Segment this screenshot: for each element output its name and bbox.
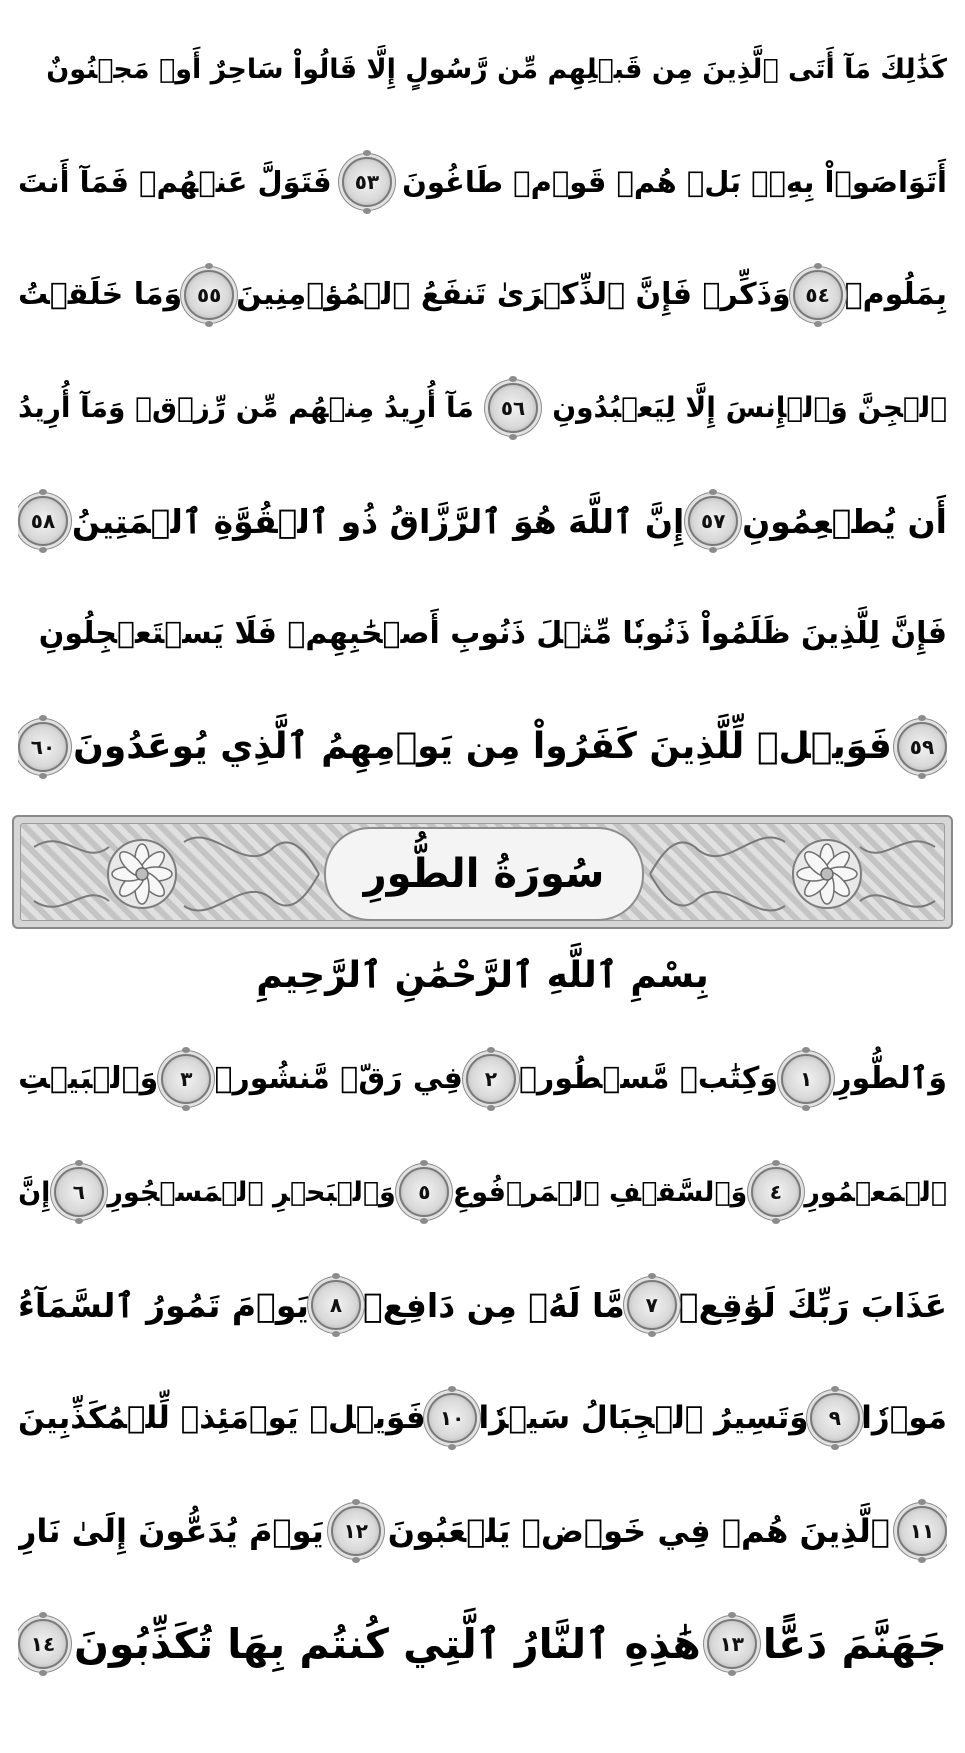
verse-text: يَوۡمَ يُدَعُّونَ إِلَىٰ نَارِ <box>18 1512 324 1550</box>
verse-text: وَمَا خَلَقۡتُ <box>18 277 183 312</box>
ayah-number: ٦ <box>72 1180 85 1204</box>
surah-title-cartouche <box>324 827 644 921</box>
ayah-number: ٥٨ <box>30 509 56 533</box>
ayah-number-marker-icon <box>897 1506 947 1556</box>
ayah-number-marker-icon <box>18 722 68 772</box>
ayah-number: ١٠ <box>439 1406 465 1430</box>
verse-text: إِنَّ ٱللَّهَ هُوَ ٱلرَّزَّاقُ ذُو ٱلۡقُوَّةِ ٱلۡمَتِينُ <box>71 501 685 541</box>
ayah-number: ٧ <box>645 1293 658 1317</box>
verse-text: عَذَابَ رَبِّكَ لَوَٰقِعٞ <box>678 1285 947 1325</box>
ayah-number-marker-icon <box>18 496 68 546</box>
ayah-number: ٥٣ <box>354 170 380 194</box>
verse-line <box>18 1256 947 1354</box>
verse-text: أَتَوَاصَوۡاْ بِهِۦۚ بَلۡ هُمۡ قَوۡمٞ طَاغُونَ <box>402 164 947 199</box>
ayah-number-marker-icon <box>18 1619 68 1669</box>
verse-line <box>18 1482 947 1580</box>
ayah-number-marker-icon <box>688 496 738 546</box>
verse-line <box>18 1595 947 1693</box>
left-rosette-icon <box>108 840 176 908</box>
ayah-number: ٥٥ <box>196 283 222 307</box>
verse-line <box>18 1030 947 1128</box>
ayah-number-marker-icon <box>184 270 234 320</box>
verse-line <box>18 20 947 118</box>
ayah-number: ٨ <box>329 1293 343 1317</box>
right-rosette-icon <box>793 840 861 908</box>
surah-title: سُورَةُ الطُّورِ <box>363 851 605 897</box>
verse-line <box>18 1369 947 1467</box>
verse-text: وَٱلۡبَحۡرِ ٱلۡمَسۡجُورِ <box>107 1176 396 1208</box>
verse-text: فَوَيۡلٞ يَوۡمَئِذٖ لِّلۡمُكَذِّبِينَ <box>18 1399 426 1436</box>
verse-text: وَٱلسَّقۡفِ ٱلۡمَرۡفُوعِ <box>452 1176 748 1208</box>
verse-text: وَٱلطُّورِ <box>834 1061 947 1096</box>
ayah-number-marker-icon <box>427 1393 477 1443</box>
ayah-number-marker-icon <box>781 1054 831 1104</box>
ayah-number: ١٣ <box>719 1632 744 1656</box>
verse-line <box>18 359 947 457</box>
ayah-number: ٥٧ <box>701 509 726 533</box>
surah-header-banner <box>12 815 953 929</box>
verse-text: جَهَنَّمَ دَعًّا <box>762 1619 947 1668</box>
ayah-number: ٤ <box>769 1180 782 1204</box>
verse-text: إِنَّ <box>18 1176 51 1208</box>
verse-line <box>18 698 947 796</box>
verse-text: كَذَٰلِكَ مَآ أَتَى ٱلَّذِينَ مِن قَبۡلِهِم مِّن رَّسُولٍ إِلَّا قَالُواْ سَاحِرٌ أَوۡ مَجۡنُونٌ <box>46 53 947 85</box>
basmala: بِسْمِ ٱللَّهِ ٱلرَّحْمَٰنِ ٱلرَّحِيمِ <box>256 955 709 996</box>
ayah-number: ٣ <box>180 1067 193 1091</box>
ayah-number: ١ <box>800 1067 813 1091</box>
verse-text: بِمَلُومٖ <box>844 277 947 312</box>
verse-line <box>18 133 947 231</box>
verse-text: وَٱلۡبَيۡتِ <box>18 1061 159 1096</box>
ayah-number-marker-icon <box>707 1619 757 1669</box>
verse-text: وَتَسِيرُ ٱلۡجِبَالُ سَيۡرٗا <box>478 1399 809 1436</box>
ayah-number: ٥٩ <box>909 735 935 759</box>
verse-text: ٱلَّذِينَ هُمۡ فِي خَوۡضٖ يَلۡعَبُونَ <box>387 1512 890 1550</box>
verse-text: ٱلۡجِنَّ وَٱلۡإِنسَ إِلَّا لِيَعۡبُدُونِ <box>552 391 947 424</box>
ayah-number: ٥٦ <box>500 396 526 420</box>
ayah-number-marker-icon <box>488 383 538 433</box>
verse-text: فَتَوَلَّ عَنۡهُمۡ فَمَآ أَنتَ <box>18 164 332 199</box>
ayah-number-marker-icon <box>793 270 843 320</box>
ayah-number-marker-icon <box>311 1280 361 1330</box>
verse-text: ٱلۡمَعۡمُورِ <box>804 1176 947 1208</box>
ayah-number: ٥٤ <box>805 283 830 307</box>
verse-text: أَن يُطۡعِمُونِ <box>742 501 947 541</box>
ayah-number: ١٤ <box>30 1632 56 1656</box>
ayah-number: ٢ <box>484 1067 498 1091</box>
ayah-number-marker-icon <box>627 1280 677 1330</box>
verse-line <box>18 1143 947 1241</box>
verse-text: فَإِنَّ لِلَّذِينَ ظَلَمُواْ ذَنُوبٗا مِّثۡلَ ذَنُوبِ أَصۡحَٰبِهِمۡ فَلَا يَسۡتَعۡجِلُونِ <box>38 616 947 651</box>
ayah-number: ٩ <box>828 1406 841 1430</box>
verse-text: فَوَيۡلٞ لِّلَّذِينَ كَفَرُواْ مِن يَوۡمِهِمُ ٱلَّذِي يُوعَدُونَ <box>73 726 892 767</box>
ayah-number-marker-icon <box>466 1054 516 1104</box>
verse-text: مَوۡرٗا <box>861 1399 947 1436</box>
ayah-number-marker-icon <box>331 1506 381 1556</box>
verse-text: يَوۡمَ تَمُورُ ٱلسَّمَآءُ <box>18 1285 309 1325</box>
verse-text: هَٰذِهِ ٱلنَّارُ ٱلَّتِي كُنتُم بِهَا تُكَذِّبُونَ <box>73 1619 701 1668</box>
ayah-number-marker-icon <box>161 1054 211 1104</box>
verse-text: فِي رَقّٖ مَّنشُورٖ <box>214 1061 463 1096</box>
verse-line <box>18 472 947 570</box>
ayah-number: ٥ <box>418 1180 431 1204</box>
verse-text: مَّا لَهُۥ مِن دَافِعٖ <box>362 1285 625 1325</box>
ayah-number-marker-icon <box>751 1167 801 1217</box>
verse-text: وَكِتَٰبٖ مَّسۡطُورٖ <box>519 1061 779 1096</box>
ayah-number: ٦٠ <box>30 735 56 759</box>
ayah-number-marker-icon <box>810 1393 860 1443</box>
ayah-number-marker-icon <box>399 1167 449 1217</box>
ayah-number-marker-icon <box>342 157 392 207</box>
verse-line <box>18 246 947 344</box>
ayah-number-marker-icon <box>54 1167 104 1217</box>
ayah-number: ١١ <box>909 1519 935 1543</box>
verse-text: مَآ أُرِيدُ مِنۡهُم مِّن رِّزۡقٖ وَمَآ أُرِيدُ <box>18 391 474 424</box>
ayah-number: ١٢ <box>343 1519 368 1543</box>
verse-text: وَذَكِّرۡ فَإِنَّ ٱلذِّكۡرَىٰ تَنفَعُ ٱلۡمُؤۡمِنِينَ <box>236 277 791 312</box>
verse-line <box>18 585 947 683</box>
ayah-number-marker-icon <box>897 722 947 772</box>
